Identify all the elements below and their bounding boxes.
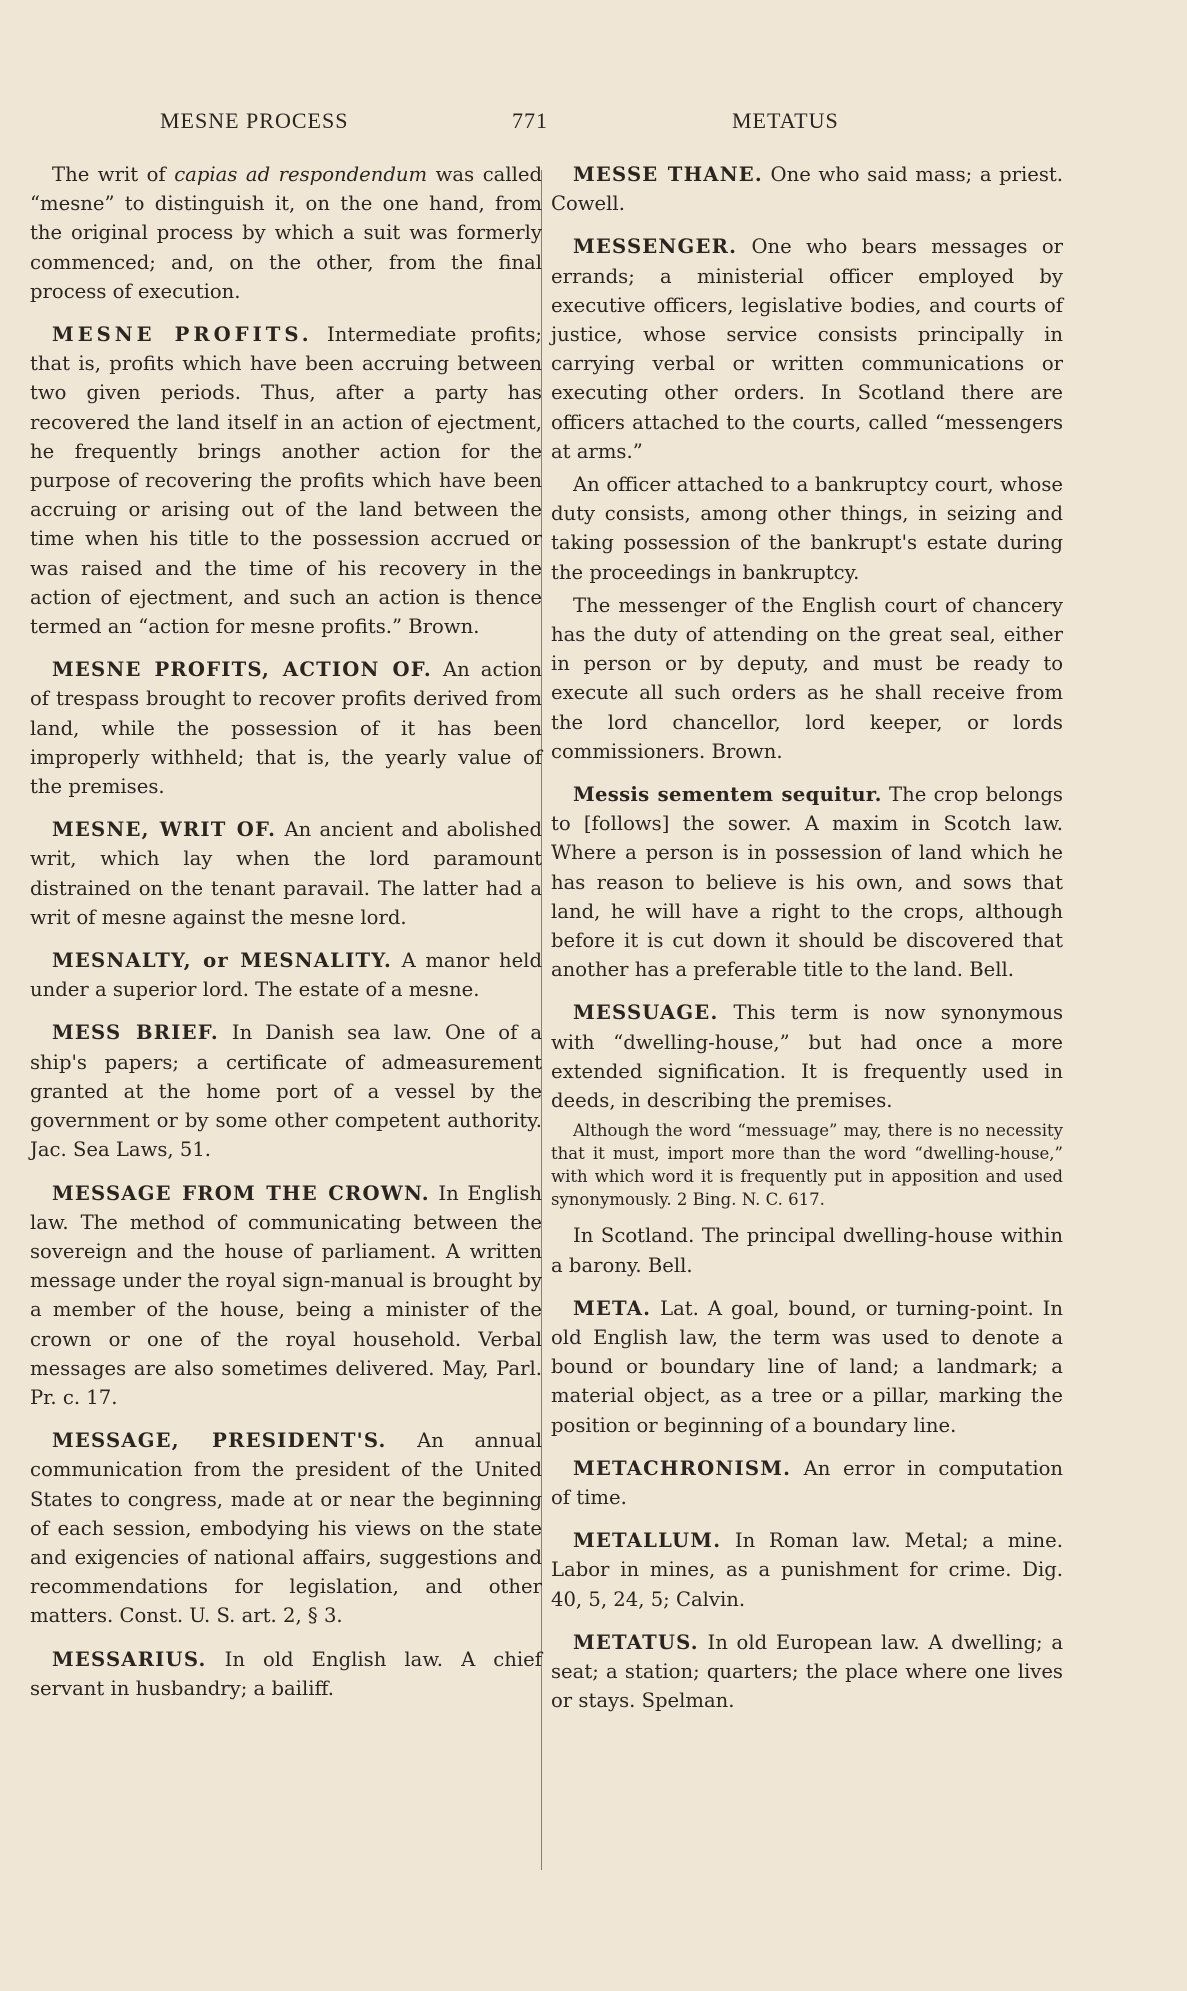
entry-italic-term: capias ad respondendum [174, 163, 428, 186]
entry-message-presidents [30, 1426, 542, 1630]
entry-headword: MESSAGE FROM THE CROWN. [52, 1181, 430, 1205]
entry-headword: MESNALTY, or MESNALITY. [52, 949, 392, 973]
entry-meta [551, 1294, 1063, 1440]
entry-headword: METATUS. [573, 1630, 699, 1654]
entry-text: In old European law. A dwelling; a seat; a station; quarters; the place where one lives or stays. Spelman. [551, 1630, 1063, 1713]
entry-headword: MESNE PROFITS, ACTION OF. [52, 658, 432, 682]
entry-text: A manor held under a superior lord. The estate of a mesne. [30, 949, 542, 1002]
entry-text: In Roman law. Metal; a mine. Labor in mines, as a punishment for crime. Dig. 40, 5, 24, 5; Calvin. [551, 1529, 1063, 1611]
entry-messenger-paragraph: The messenger of the English court of chancery has the duty of attending on the great seal, either in person or by deputy, and must be ready to execute all such orders as he shall receive from the lord chancellor, lord keeper, or lords commissioners. Brown. [551, 593, 1063, 763]
entry-message-from-the-crown [30, 1179, 542, 1413]
entry-text: In old English law. A chief servant in husbandry; a bailiff. [30, 1647, 542, 1700]
entry-messuage-paragraph: In Scotland. The principal dwelling-house within a barony. Bell. [551, 1224, 1063, 1277]
entry-headword: MESNE, WRIT OF. [52, 818, 277, 842]
entry-text: An annual communication from the president of the United States to congress, made at or near the beginning of each session, embodying his views on the state and exigencies of national affairs, suggestions and recommendations for legislation, and other matters. Const. U. S. art. 2, § 3. [30, 1429, 542, 1628]
left-column [30, 160, 542, 1717]
entry-messarius [30, 1645, 542, 1703]
entry-messis-sementem-sequitur [551, 780, 1063, 984]
entry-messenger [551, 232, 1063, 466]
entry-headword: MESSENGER. [573, 235, 738, 259]
running-head [0, 108, 1187, 138]
entry-text: An action of trespass brought to recover profits derived from land, while the possession of it has been improperly withheld; that is, the yearly value of the premises. [30, 658, 543, 799]
entry-text: One who said mass; a priest. Cowell. [551, 163, 1063, 216]
entry-text: In English law. The method of communicating between the sovereign and the house of parliament. A written message under the royal sign-manual is brought by a member of the house, being a minister of the crown or one of the royal household. Verbal messages are also sometimes delivered. May, Parl. Pr. c. 17. [30, 1181, 542, 1409]
entry-mesnalty [30, 946, 542, 1004]
entry-headword: MESNE PROFITS. [52, 323, 313, 347]
entry-text: An error in computation of time. [551, 1456, 1063, 1509]
entry-headword: METALLUM. [573, 1529, 722, 1553]
entry-text: This term is now synonymous with “dwelling-house,” but had once a more extended signification. It is frequently used in deeds, in describing the premises. [551, 1001, 1063, 1113]
entry-messenger-paragraph: An officer attached to a bankruptcy court, whose duty consists, among other things, in seizing and taking possession of the bankrupt's estate during the proceedings in bankruptcy. [551, 473, 1063, 584]
right-column [551, 160, 1063, 1729]
entry-continuation [30, 160, 542, 306]
entry-text: In Danish sea law. One of a ship's papers; a certificate of admeasurement granted at the home port of a vessel by the government or by some other competent authority. Jac. Sea Laws, 51. [30, 1021, 542, 1162]
entry-messe-thane [551, 160, 1063, 218]
entry-headword: MESSAGE, PRESIDENT'S. [52, 1429, 387, 1453]
page-number: 771 [512, 108, 548, 133]
entry-text: was called “mesne” to distinguish it, on the one hand, from the original process by which a suit was formerly commenced; and, on the other, from the final process of execution. [30, 163, 543, 303]
entry-text: The crop belongs to [follows] the sower. A maxim in Scotch law. Where a person is in possession of land which he has reason to believe is his own, and sows that land, he will have a right to the crops, although before it is cut down it should be discovered that another has a preferable title to the land. Bell. [551, 783, 1063, 982]
entry-text: Lat. A goal, bound, or turning-point. In old English law, the term was used to denote a bound or boundary line of land; a landmark; a material object, as a tree or a pillar, marking the position or beginning of a boundary line. [551, 1296, 1063, 1437]
entry-mesne-profits-action-of [30, 655, 542, 801]
entry-headword: Messis sementem sequitur. [573, 783, 882, 807]
entry-headword: MESSUAGE. [573, 1001, 719, 1025]
running-head-left: MESNE PROCESS [160, 108, 349, 133]
entry-messuage [551, 998, 1063, 1115]
entry-headword: METACHRONISM. [573, 1456, 792, 1480]
entry-mess-brief [30, 1018, 542, 1164]
entry-text: One who bears messages or errands; a ministerial officer employed by executive officers, legislative bodies, and courts of justice, whose service consists principally in carrying verbal or written communications or executing other orders. In Scotland there are officers attached to the courts, called “messengers at arms.” [551, 235, 1063, 463]
entry-metachronism [551, 1454, 1063, 1512]
entry-text: Intermediate profits; that is, profits which have been accruing between two given periods. Thus, after a party has recovered the land itself in an action of ejectment, he frequently brings another action for the purpose of recovering the profits which have been accruing or arising out of the land between the time when his title to the possession accrued or was raised and the time of his recovery in the action of ejectment, and such an action is thence termed an “action for mesne profits.” Brown. [30, 323, 542, 639]
entry-text: The writ of [52, 163, 175, 186]
entry-headword: MESSE THANE. [573, 163, 763, 186]
entry-metallum [551, 1526, 1063, 1614]
entry-headword: MESSARIUS. [52, 1647, 207, 1671]
entry-headword: MESS BRIEF. [52, 1021, 219, 1045]
entry-metatus [551, 1628, 1063, 1716]
running-head-right: METATUS [732, 108, 839, 133]
entry-mesne-profits [30, 320, 542, 641]
entry-headword: META. [573, 1296, 652, 1320]
entry-text: An ancient and abolished writ, which lay when the lord paramount distrained on the tenant paravail. The latter had a writ of mesne against the mesne lord. [30, 818, 542, 929]
entry-mesne-writ-of [30, 815, 542, 932]
entry-messuage-note: Although the word “messuage” may, there is no necessity that it must, import more than the word “dwelling-house,” with which word it is frequently put in apposition and used synonymously. 2 Bing. N. C. 617. [551, 1121, 1063, 1210]
